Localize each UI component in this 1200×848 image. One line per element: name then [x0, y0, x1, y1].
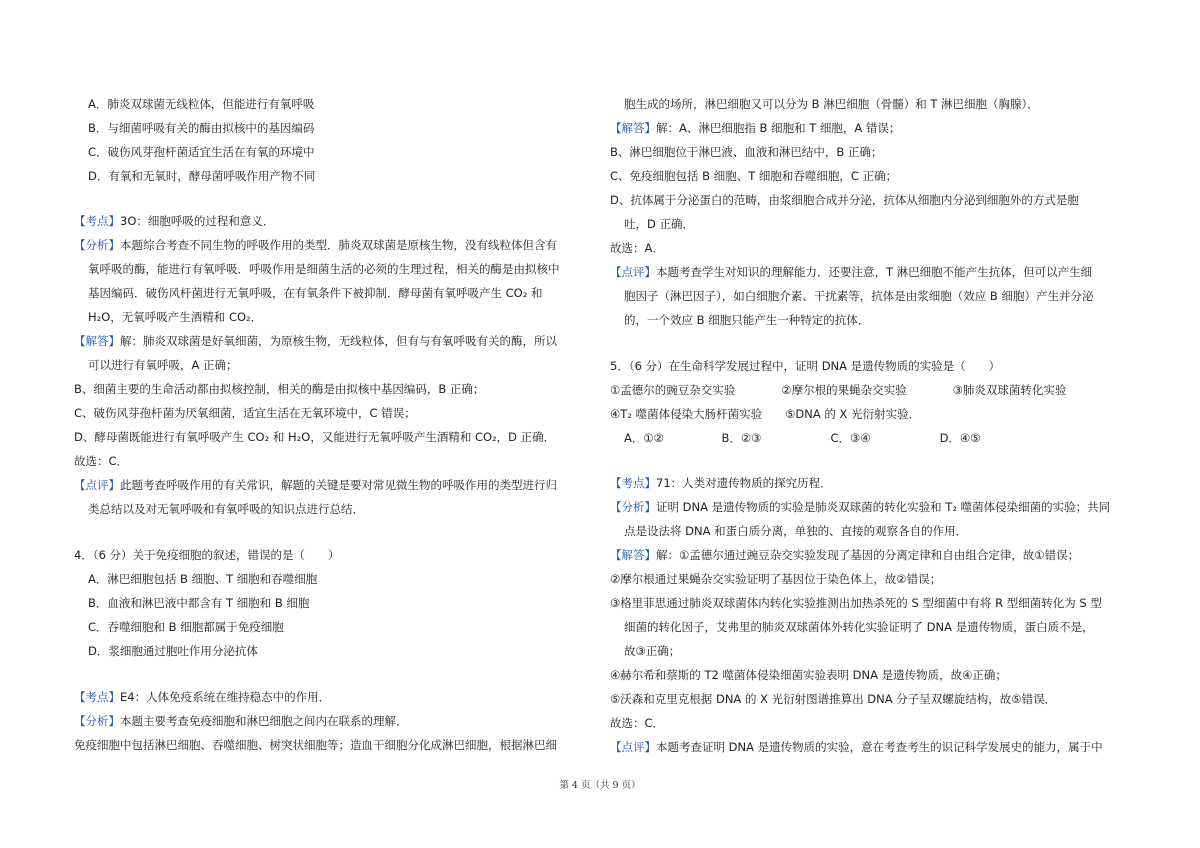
line-text: D．有氧和无氧时，酵母菌呼吸作用产物不同 — [88, 169, 316, 183]
line-text: C．吞噬细胞和 B 细胞都属于免疫细胞 — [88, 620, 284, 634]
text-line — [624, 644, 680, 658]
text-line — [74, 238, 557, 252]
text-line — [88, 596, 309, 610]
section-tag: 【点评】 — [610, 265, 656, 279]
line-text: 故③正确； — [624, 644, 681, 658]
section-tag: 【解答】 — [610, 121, 656, 135]
text-line — [74, 214, 274, 228]
line-text: 本题主要考查免疫细胞和淋巴细胞之间内在联系的理解． — [120, 714, 408, 728]
text-line — [610, 265, 1092, 279]
line-text: 解：A、淋巴细胞指 B 细胞和 T 细胞，A 错误； — [656, 121, 901, 135]
text-line — [88, 262, 560, 276]
text-line — [624, 620, 1094, 634]
text-line — [88, 97, 314, 111]
text-line — [610, 572, 941, 586]
line-text: C．破伤风芽孢杆菌适宜生活在有氧的环境中 — [88, 145, 315, 159]
text-line — [88, 121, 314, 135]
section-tag: 【解答】 — [74, 334, 120, 348]
text-line — [88, 620, 284, 634]
line-text: 可以进行有氧呼吸，A 正确； — [88, 358, 238, 372]
text-line — [88, 644, 258, 658]
line-text: 本题考查学生对知识的理解能力．还要注意，T 淋巴细胞不能产生抗体，但可以产生细 — [656, 265, 1093, 279]
line-text: ③格里菲思通过肺炎双球菌体内转化实验推测出加热杀死的 S 型细菌中有将 R 型细菌转化为 S 型 — [610, 596, 1102, 610]
line-text: 此题考查呼吸作用的有关常识，解题的关键是要对常见微生物的呼吸作用的类型进行归 — [120, 478, 557, 492]
line-text: ①孟德尔的豌豆杂交实验 ②摩尔根的果蝇杂交实验 ③肺炎双球菌转化实验 — [610, 383, 1067, 397]
line-text: B、细菌主要的生命活动都由拟核控制，相关的酶是由拟核中基因编码，B 正确； — [74, 382, 485, 396]
text-line — [624, 97, 1039, 111]
text-line — [624, 217, 694, 231]
line-text: 氧呼吸的酶，能进行有氧呼吸．呼吸作用是细菌生活的必须的生理过程，相关的酶是由拟核中 — [88, 262, 560, 276]
text-line — [624, 524, 967, 538]
line-text: 点是设法将 DNA 和蛋白质分离，单独的、直接的观察各自的作用． — [624, 524, 968, 538]
section-tag: 【考点】 — [610, 476, 656, 490]
text-line — [610, 500, 1110, 514]
line-text: 71：人类对遗传物质的探究历程． — [656, 476, 832, 490]
page-footer: 第 4 页（共 9 页） — [559, 780, 641, 791]
section-tag: 【点评】 — [610, 740, 656, 754]
section-tag: 【点评】 — [74, 478, 120, 492]
line-text: 细菌的转化因子，艾弗里的肺炎双球菌体外转化实验证明了 DNA 是遗传物质，蛋白质不是， — [624, 620, 1094, 634]
text-line — [88, 310, 262, 324]
text-line — [610, 383, 1066, 397]
text-line — [610, 121, 900, 135]
text-line — [74, 548, 340, 562]
text-line — [88, 169, 315, 183]
section-tag: 【考点】 — [74, 214, 120, 228]
text-line — [74, 334, 557, 348]
line-text: B．与细菌呼吸有关的酶由拟核中的基因编码 — [88, 121, 315, 135]
line-text: ④T₂ 噬菌体侵染大肠杆菌实验 ⑤DNA 的 X 光衍射实验． — [610, 407, 921, 421]
text-line — [610, 668, 1007, 682]
text-line — [610, 193, 1079, 207]
section-tag: 【分析】 — [74, 238, 120, 252]
line-text: 解：①孟德尔通过豌豆杂交实验发现了基因的分离定律和自由组合定律，故①错误； — [656, 548, 1080, 562]
text-line — [624, 431, 981, 445]
text-line — [610, 169, 897, 183]
text-line — [74, 714, 408, 728]
text-line — [610, 740, 1103, 754]
line-text: 5．（6 分）在生命科学发展过程中，证明 DNA 是遗传物质的实验是（ ） — [610, 359, 1001, 373]
line-text: 本题综合考查不同生物的呼吸作用的类型．肺炎双球菌是原核生物，没有线粒体但含有 — [120, 238, 557, 252]
section-tag: 【分析】 — [74, 714, 120, 728]
text-line — [610, 145, 882, 159]
line-text: ④赫尔希和蔡斯的 T2 噬菌体侵染细菌实验表明 DNA 是遗传物质，故④正确； — [610, 668, 1007, 682]
text-line — [74, 454, 128, 468]
line-text: 故选：C． — [74, 454, 129, 468]
line-text: C、破伤风芽孢杆菌为厌氧细菌，适宜生活在无氧环境中，C 错误； — [74, 406, 416, 420]
text-line — [610, 596, 1102, 610]
text-line — [74, 690, 330, 704]
text-line — [88, 572, 317, 586]
line-text: D、酵母菌既能进行有氧呼吸产生 CO₂ 和 H₂O，又能进行无氧呼吸产生酒精和 CO₂，D 正确． — [74, 430, 556, 444]
text-line — [88, 502, 364, 516]
text-line — [624, 289, 1093, 303]
line-text: 类总结以及对无氧呼吸和有氧呼吸的知识点进行总结． — [88, 502, 364, 516]
section-tag: 【分析】 — [610, 500, 656, 514]
text-line — [74, 478, 557, 492]
line-text: ②摩尔根通过果蝇杂交实验证明了基因位于染色体上，故②错误； — [610, 572, 942, 586]
line-text: D．浆细胞通过胞吐作用分泌抗体 — [88, 644, 258, 658]
line-text: B、淋巴细胞位于淋巴液、血液和淋巴结中，B 正确； — [610, 145, 883, 159]
line-text: 证明 DNA 是遗传物质的实验是肺炎双球菌的转化实验和 T₂ 噬菌体侵染细菌的实验；共同 — [656, 500, 1111, 514]
section-tag: 【考点】 — [74, 690, 120, 704]
line-text: 解：肺炎双球菌是好氧细菌，为原核生物，无线粒体，但有与有氧呼吸有关的酶，所以 — [120, 334, 557, 348]
line-text: 免疫细胞中包括淋巴细胞、吞噬细胞、树突状细胞等；造血干细胞分化成淋巴细胞，根据淋巴细 — [74, 738, 557, 752]
text-line — [624, 313, 869, 327]
line-text: 4．（6 分）关于免疫细胞的叙述，错误的是（ ） — [74, 548, 340, 562]
text-line — [74, 406, 416, 420]
line-text: 3O：细胞呼吸的过程和意义． — [120, 214, 275, 228]
line-text: 吐，D 正确． — [624, 217, 695, 231]
line-text: D、抗体属于分泌蛋白的范畴，由浆细胞合成并分泌，抗体从细胞内分泌到细胞外的方式是胞 — [610, 193, 1079, 207]
text-line — [88, 145, 315, 159]
line-text: 故选：A． — [610, 241, 664, 255]
line-text: 本题考查证明 DNA 是遗传物质的实验，意在考查考生的识记科学发展史的能力，属于中 — [656, 740, 1103, 754]
line-text: 基因编码．破伤风杆菌进行无氧呼吸，在有氧条件下被抑制．酵母菌有氧呼吸产生 CO₂ 和 — [88, 286, 543, 300]
text-line — [74, 738, 557, 752]
line-text: C、免疫细胞包括 B 细胞、T 细胞和吞噬细胞，C 正确； — [610, 169, 898, 183]
text-line — [610, 241, 664, 255]
line-text: B．血液和淋巴液中都含有 T 细胞和 B 细胞 — [88, 596, 310, 610]
text-line — [610, 359, 1000, 373]
text-line — [88, 286, 543, 300]
text-line — [610, 548, 1079, 562]
text-line — [610, 692, 1056, 706]
text-line — [88, 358, 238, 372]
text-line — [610, 407, 920, 421]
line-text: A．淋巴细胞包括 B 细胞、T 细胞和吞噬细胞 — [88, 572, 318, 586]
text-line — [74, 430, 555, 444]
text-line — [610, 716, 664, 730]
section-tag: 【解答】 — [610, 548, 656, 562]
line-text: H₂O，无氧呼吸产生酒精和 CO₂． — [88, 310, 263, 324]
line-text: ⑤沃森和克里克根据 DNA 的 X 光衍射图谱推算出 DNA 分子呈双螺旋结构，故⑤错误． — [610, 692, 1057, 706]
line-text: A．①② B．②③ C．③④ D．④⑤ — [624, 431, 981, 445]
line-text: 胞生成的场所，淋巴细胞又可以分为 B 淋巴细胞（骨髓）和 T 淋巴细胞（胸腺）． — [624, 97, 1039, 111]
line-text: 故选：C． — [610, 716, 665, 730]
line-text: 的，一个效应 B 细胞只能产生一种特定的抗体． — [624, 313, 870, 327]
text-line — [610, 476, 832, 490]
line-text: 胞因子（淋巴因子），如白细胞介素、干扰素等，抗体是由浆细胞（效应 B 细胞）产生并分泌 — [624, 289, 1094, 303]
line-text: E4：人体免疫系统在维持稳态中的作用． — [120, 690, 331, 704]
text-line — [74, 382, 484, 396]
line-text: A．肺炎双球菌无线粒体，但能进行有氧呼吸 — [88, 97, 315, 111]
